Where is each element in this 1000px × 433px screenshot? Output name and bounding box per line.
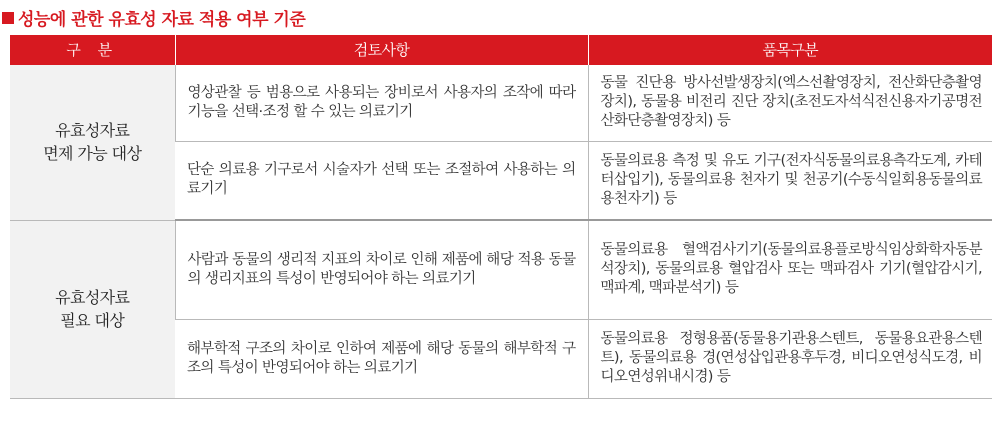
items-cell: 동물의료용 측정 및 유도 기구(전자식동물의료용측각도계, 카테터삽입기), 동물의료용 천자기 및 천공기(수동식일회용동물의료용천자기) 등	[588, 141, 992, 220]
criteria-table	[10, 35, 992, 399]
category-cell-required	[10, 220, 175, 398]
table-header-row	[10, 35, 992, 65]
header-category: 구 분	[10, 35, 175, 65]
header-items: 품목구분	[588, 35, 992, 65]
table-row	[10, 220, 992, 319]
items-cell: 동물의료용 혈액검사기기(동물의료용플로방식임상화학자동분석장치), 동물의료용 혈압검사 또는 맥파검사 기기(혈압감시기, 맥파계, 맥파분석기) 등	[588, 220, 992, 319]
square-bullet-icon	[2, 12, 14, 24]
review-cell: 해부학적 구조의 차이로 인하여 제품에 해당 동물의 해부학적 구조의 특성이 반영되어야 하는 의료기기	[175, 319, 588, 398]
items-cell: 동물의료용 정형용품(동물용기관용스텐트, 동물용요관용스텐트), 동물의료용 경(연성삽입관용후두경, 비디오연성식도경, 비디오연성위내시경) 등	[588, 319, 992, 398]
category-cell-exempt	[10, 65, 175, 220]
header-review: 검토사항	[175, 35, 588, 65]
table-row	[10, 65, 992, 141]
section-title	[2, 4, 305, 30]
category-line: 필요 대상	[60, 311, 125, 330]
review-cell: 사람과 동물의 생리적 지표의 차이로 인해 제품에 해당 적용 동물의 생리지표의 특성이 반영되어야 하는 의료기기	[175, 220, 588, 319]
category-line: 유효성자료	[55, 288, 130, 307]
review-cell: 단순 의료용 기구로서 시술자가 선택 또는 조절하여 사용하는 의료기기	[175, 141, 588, 220]
review-cell: 영상관찰 등 범용으로 사용되는 장비로서 사용자의 조작에 따라 기능을 선택·조정 할 수 있는 의료기기	[175, 65, 588, 141]
items-cell: 동물 진단용 방사선발생장치(엑스선촬영장치, 전산화단층촬영장치), 동물용 비전리 진단 장치(초전도자석식전신용자기공명전산화단층촬영장치) 등	[588, 65, 992, 141]
category-line: 면제 가능 대상	[43, 144, 142, 164]
category-line: 유효성자료	[55, 121, 130, 141]
section-title-text: 성능에 관한 유효성 자료 적용 여부 기준	[18, 9, 306, 30]
